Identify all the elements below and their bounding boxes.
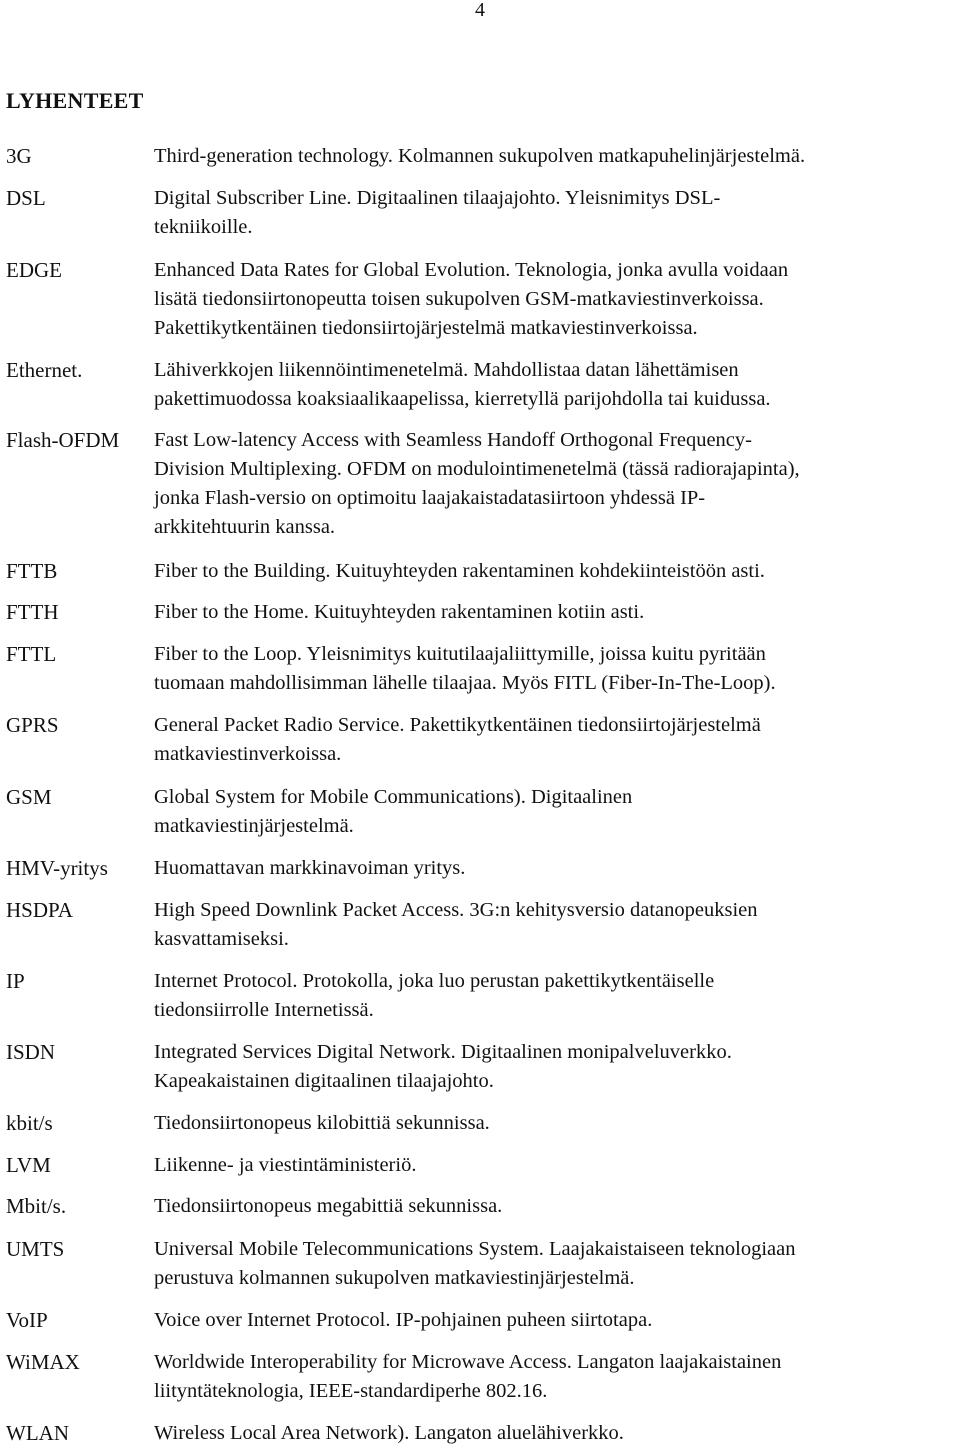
abbreviation-term: WiMAX bbox=[6, 1350, 80, 1374]
abbreviation-definition bbox=[154, 967, 954, 1025]
abbreviation-definition bbox=[154, 426, 954, 542]
definition-line: Digital Subscriber Line. Digitaalinen tilaajajohto. Yleisnimitys DSL- bbox=[154, 187, 721, 209]
abbreviation-definition bbox=[154, 557, 954, 586]
definition-line: Liikenne- ja viestintäministeriö. bbox=[154, 1154, 417, 1176]
abbreviation-definition bbox=[154, 640, 954, 698]
abbreviation-term: VoIP bbox=[6, 1308, 48, 1332]
abbreviation-definition bbox=[154, 142, 954, 171]
definition-line: Voice over Internet Protocol. IP-pohjainen puheen siirtotapa. bbox=[154, 1309, 653, 1331]
abbreviation-term: DSL bbox=[6, 186, 46, 210]
definition-line: Division Multiplexing. OFDM on modulointimenetelmä (tässä radiorajapinta), bbox=[154, 458, 800, 480]
definition-line: tiedonsiirrolle Internetissä. bbox=[154, 999, 374, 1021]
definition-line: tekniikoille. bbox=[154, 216, 253, 238]
abbreviation-definition bbox=[154, 1109, 954, 1138]
definition-line: Fiber to the Home. Kuituyhteyden rakentaminen kotiin asti. bbox=[154, 601, 645, 623]
abbreviation-term: UMTS bbox=[6, 1237, 65, 1261]
abbreviation-term: HMV-yritys bbox=[6, 856, 108, 880]
definition-line: arkkitehtuurin kanssa. bbox=[154, 516, 336, 538]
definition-line: Universal Mobile Telecommunications System. Laajakaistaiseen teknologiaan bbox=[154, 1238, 796, 1260]
abbreviation-definition bbox=[154, 1192, 954, 1221]
abbreviation-term: kbit/s bbox=[6, 1111, 53, 1135]
abbreviation-term: Flash-OFDM bbox=[6, 428, 120, 452]
abbreviation-definition bbox=[154, 256, 954, 343]
abbreviation-definition bbox=[154, 184, 954, 242]
abbreviation-term: 3G bbox=[6, 144, 32, 168]
definition-line: Pakettikytkentäinen tiedonsiirtojärjestelmä matkaviestinverkoissa. bbox=[154, 317, 698, 339]
definition-line: liityntäteknologia, IEEE-standardiperhe 802.16. bbox=[154, 1380, 548, 1402]
abbreviation-definition bbox=[154, 356, 954, 414]
definition-line: Fiber to the Building. Kuituyhteyden rakentaminen kohdekiinteistöön asti. bbox=[154, 560, 765, 582]
definition-line: Wireless Local Area Network). Langaton aluelähiverkko. bbox=[154, 1422, 624, 1444]
abbreviation-term: Mbit/s. bbox=[6, 1194, 67, 1218]
abbreviation-term: WLAN bbox=[6, 1421, 69, 1445]
page-heading: LYHENTEET bbox=[6, 88, 144, 113]
abbreviation-definition bbox=[154, 896, 954, 954]
abbreviation-definition bbox=[154, 711, 954, 769]
abbreviation-term: GPRS bbox=[6, 713, 59, 737]
definition-line: High Speed Downlink Packet Access. 3G:n kehitysversio datanopeuksien bbox=[154, 899, 758, 921]
abbreviation-definition bbox=[154, 1419, 954, 1448]
definition-line: Third-generation technology. Kolmannen sukupolven matkapuhelinjärjestelmä. bbox=[154, 145, 806, 167]
definition-line: matkaviestinjärjestelmä. bbox=[154, 815, 354, 837]
abbreviation-term: Ethernet. bbox=[6, 358, 83, 382]
abbreviation-definition bbox=[154, 1038, 954, 1096]
abbreviation-definition bbox=[154, 1235, 954, 1293]
definition-line: Tiedonsiirtonopeus megabittiä sekunnissa. bbox=[154, 1195, 503, 1217]
abbreviation-term: FTTB bbox=[6, 559, 58, 583]
definition-line: tuomaan mahdollisimman lähelle tilaajaa. Myös FITL (Fiber-In-The-Loop). bbox=[154, 672, 776, 694]
abbreviation-definition bbox=[154, 783, 954, 841]
definition-line: Kapeakaistainen digitaalinen tilaajajohto. bbox=[154, 1070, 494, 1092]
definition-line: Global System for Mobile Communications). Digitaalinen bbox=[154, 786, 633, 808]
abbreviation-definition bbox=[154, 598, 954, 627]
abbreviation-term: FTTL bbox=[6, 642, 57, 666]
definition-line: kasvattamiseksi. bbox=[154, 928, 289, 950]
definition-line: jonka Flash-versio on optimoitu laajakaistadatasiirtoon yhdessä IP- bbox=[154, 487, 706, 509]
definition-line: perustuva kolmannen sukupolven matkaviestinjärjestelmä. bbox=[154, 1267, 635, 1289]
definition-line: matkaviestinverkoissa. bbox=[154, 743, 342, 765]
abbreviation-definition bbox=[154, 1348, 954, 1406]
abbreviation-term: IP bbox=[6, 969, 25, 993]
definition-line: Huomattavan markkinavoiman yritys. bbox=[154, 857, 466, 879]
definition-line: Internet Protocol. Protokolla, joka luo perustan pakettikytkentäiselle bbox=[154, 970, 715, 992]
definition-line: General Packet Radio Service. Pakettikytkentäinen tiedonsiirtojärjestelmä bbox=[154, 714, 761, 736]
abbreviation-term: EDGE bbox=[6, 258, 62, 282]
abbreviation-term: GSM bbox=[6, 785, 52, 809]
definition-line: Worldwide Interoperability for Microwave Access. Langaton laajakaistainen bbox=[154, 1351, 782, 1373]
definition-line: Tiedonsiirtonopeus kilobittiä sekunnissa. bbox=[154, 1112, 490, 1134]
page-number: 4 bbox=[475, 0, 485, 21]
definition-line: pakettimuodossa koaksiaalikaapelissa, kierretyllä parijohdolla tai kuidussa. bbox=[154, 388, 771, 410]
abbreviation-term: LVM bbox=[6, 1153, 51, 1177]
definition-line: Integrated Services Digital Network. Digitaalinen monipalveluverkko. bbox=[154, 1041, 732, 1063]
abbreviation-term: FTTH bbox=[6, 600, 59, 624]
abbreviation-term: ISDN bbox=[6, 1040, 56, 1064]
definition-line: Fast Low-latency Access with Seamless Handoff Orthogonal Frequency- bbox=[154, 429, 752, 451]
abbreviation-definition bbox=[154, 854, 954, 883]
abbreviation-definition bbox=[154, 1306, 954, 1335]
definition-line: lisätä tiedonsiirtonopeutta toisen sukupolven GSM-matkaviestinverkoissa. bbox=[154, 288, 764, 310]
abbreviation-definition bbox=[154, 1151, 954, 1180]
abbreviation-term: HSDPA bbox=[6, 898, 73, 922]
definition-line: Lähiverkkojen liikennöintimenetelmä. Mahdollistaa datan lähettämisen bbox=[154, 359, 739, 381]
definition-line: Fiber to the Loop. Yleisnimitys kuitutilaajaliittymille, joissa kuitu pyritään bbox=[154, 643, 766, 665]
definition-line: Enhanced Data Rates for Global Evolution. Teknologia, jonka avulla voidaan bbox=[154, 259, 789, 281]
